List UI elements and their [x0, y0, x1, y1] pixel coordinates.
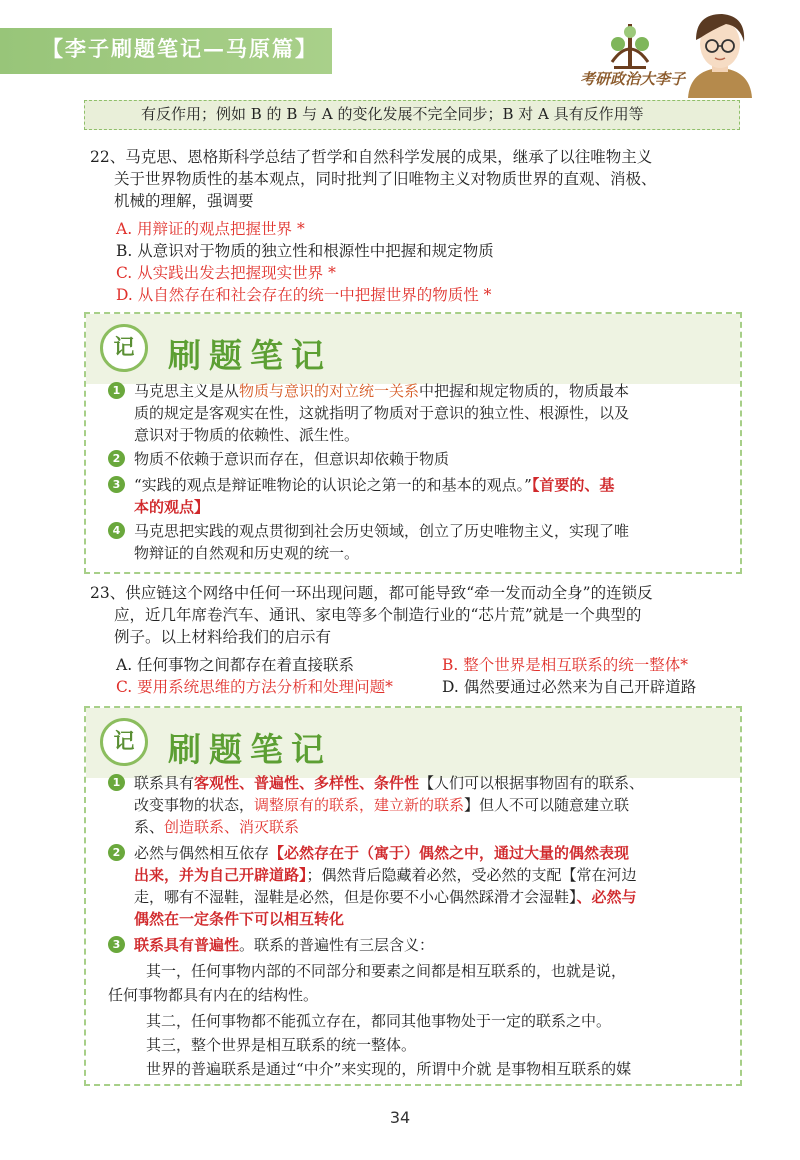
text: 其三，整个世界是相互联系的统一整体。: [146, 1036, 417, 1054]
question-stem: 马克思、恩格斯科学总结了哲学和自然科学发展的成果，继承了以往唯物主义: [125, 148, 653, 166]
text: 系、: [134, 818, 165, 836]
highlight: 出来，并为自己开辟道路】: [134, 866, 307, 884]
text: 中把握和规定物质的，物质最本: [419, 382, 630, 400]
note-box-2: [84, 706, 742, 1086]
paragraph: [146, 1010, 736, 1032]
number-icon: 3: [108, 936, 125, 953]
note-title: 刷题笔记: [168, 336, 332, 375]
highlight: 【必然存在于（寓于）偶然之中，通过大量的偶然表现: [269, 844, 630, 862]
number-icon: 3: [108, 476, 125, 493]
number-icon: 2: [108, 844, 125, 861]
option-a: A. 用辩证的观点把握世界 *: [116, 220, 305, 238]
note-item: [108, 934, 728, 956]
highlight: 调整原有的联系，建立新的联系: [254, 796, 465, 814]
text: 其二，任何事物都不能孤立存在，都同其他事物处于一定的联系之中。: [146, 1012, 612, 1030]
text: 】但人不可以随意建立联: [464, 796, 630, 814]
highlight: 创造联系、消灭联系: [164, 818, 300, 836]
text: 物质不依赖于意识而存在，但意识却依赖于物质: [134, 450, 450, 468]
highlight: 联系具有普遍性: [134, 936, 240, 954]
question-22: [90, 146, 740, 212]
highlight: 物质与意识的对立统一关系: [239, 382, 420, 400]
question-stem: 机械的理解，强调要: [114, 192, 254, 210]
text: 其一，任何事物内部的不同部分和要素之间都是相互联系的，也就是说，: [146, 962, 627, 980]
text: 质的规定是客观实在性，这就指明了物质对于意识的独立性、根源性，以及: [134, 404, 630, 422]
text: 改变事物的状态，: [134, 796, 255, 814]
highlight: 本的观点】: [134, 498, 210, 516]
brand-name: 考研政治大李子: [580, 70, 686, 88]
note-box-1: [84, 312, 742, 574]
option-c: C. 要用系统思维的方法分析和处理问题*: [116, 678, 393, 696]
question-stem: 应，近几年席卷汽车、通讯、家电等多个制造行业的“芯片荒”就是一个典型的: [114, 606, 642, 624]
note-badge-icon: 记: [100, 324, 148, 372]
text: ；偶然背后隐藏着必然，受必然的支配【常在河边: [306, 866, 637, 884]
number-icon: 1: [108, 774, 125, 791]
note-header: [86, 314, 740, 384]
option-d: D. 从自然存在和社会存在的统一中把握世界的物质性 *: [116, 286, 492, 304]
option-b: B. 从意识对于物质的独立性和根源性中把握和规定物质: [116, 242, 494, 260]
paragraph: [108, 984, 728, 1006]
text: 联系具有: [134, 774, 195, 792]
note-badge-icon: 记: [100, 718, 148, 766]
text: 走，哪有不湿鞋，湿鞋是必然，但是你要不小心偶然踩滑才会湿鞋】: [134, 888, 577, 906]
question-number: 22、: [90, 148, 126, 166]
note-item: [108, 380, 728, 446]
note-item: [108, 474, 728, 518]
carryover-note: 有反作用；例如 B 的 B 与 A 的变化发展不完全同步；B 对 A 具有反作用等: [84, 100, 740, 130]
text: 物辩证的自然观和历史观的统一。: [134, 544, 360, 562]
text: 。联系的普遍性有三层含义：: [239, 936, 435, 954]
note-item: [108, 448, 728, 470]
text: 马克思主义是从: [134, 382, 240, 400]
highlight: 【首要的、基: [531, 476, 615, 494]
question-number: 23、: [90, 584, 126, 602]
number-icon: 1: [108, 382, 125, 399]
note-header: [86, 708, 740, 778]
text: 任何事物都具有内在的结构性。: [108, 986, 319, 1004]
question-stem: 例子。以上材料给我们的启示有: [114, 628, 332, 646]
number-icon: 2: [108, 450, 125, 467]
text: 【人们可以根据事物固有的联系、: [419, 774, 645, 792]
text: 马克思把实践的观点贯彻到社会历史领域，创立了历史唯物主义，实现了唯: [134, 522, 630, 540]
highlight: 偶然在一定条件下可以相互转化: [134, 910, 345, 928]
paragraph: [146, 1058, 736, 1080]
note-title: 刷题笔记: [168, 730, 332, 769]
note-item: [108, 520, 728, 564]
option-a: A. 任何事物之间都存在着直接联系: [116, 656, 355, 674]
page-number: 34: [389, 1108, 411, 1127]
paragraph: [146, 1034, 736, 1056]
option-c: C. 从实践出发去把握现实世界 *: [116, 264, 336, 282]
note-item: [108, 842, 728, 930]
note-item: [108, 772, 728, 838]
header-title: 【李子刷题笔记—马原篇】: [42, 36, 318, 61]
highlight: 客观性、普遍性、多样性、条件性: [194, 774, 420, 792]
question-stem: 关于世界物质性的基本观点，同时批判了旧唯物主义对物质世界的直观、消极、: [114, 170, 657, 188]
text: “实践的观点是辩证唯物论的认识论之第一的和基本的观点。”: [134, 476, 532, 494]
text: 世界的普遍联系是通过“中介”来实现的，所谓中介就 是事物相互联系的媒: [146, 1060, 632, 1078]
option-d: D. 偶然要通过必然来为自己开辟道路: [442, 678, 697, 696]
text: 必然与偶然相互依存: [134, 844, 270, 862]
question-23: [90, 582, 740, 648]
text: 意识对于物质的依赖性、派生性。: [134, 426, 360, 444]
question-stem: 供应链这个网络中任何一环出现问题，都可能导致“牵一发而动全身”的连锁反: [125, 584, 653, 602]
number-icon: 4: [108, 522, 125, 539]
paragraph: [146, 960, 736, 982]
highlight: 、必然与: [576, 888, 637, 906]
avatar-icon: [682, 8, 758, 98]
option-b: B. 整个世界是相互联系的统一整体*: [442, 656, 688, 674]
